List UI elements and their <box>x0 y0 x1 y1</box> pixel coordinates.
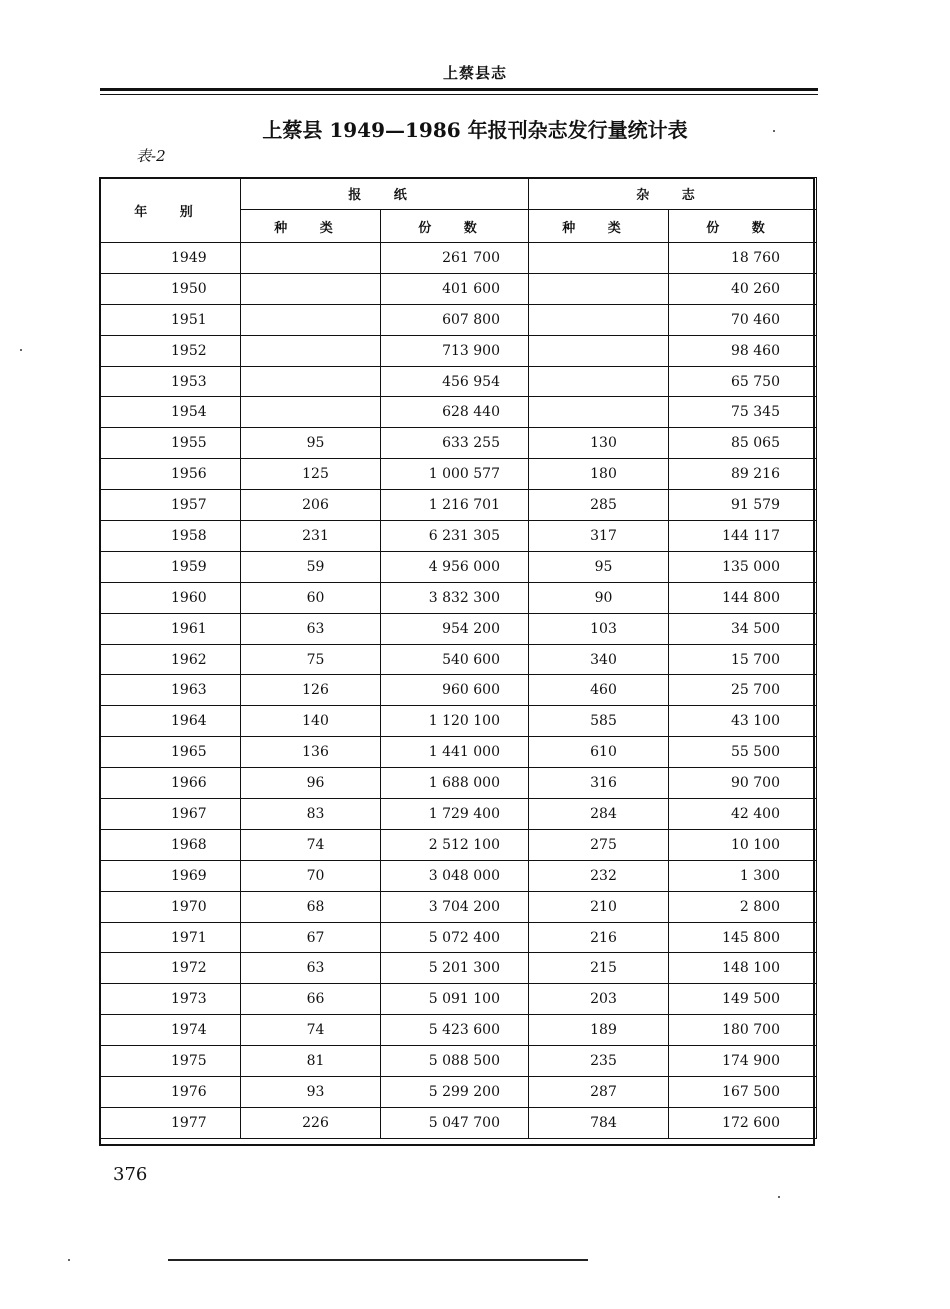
table-cell-year: 1959 <box>101 551 241 582</box>
table-cell-magazine-kinds: 216 <box>529 922 669 953</box>
table-cell-newspaper-copies: 5 423 600 <box>381 1015 529 1046</box>
table-row <box>101 613 817 644</box>
table-row <box>101 706 817 737</box>
table-cell-newspaper-copies: 5 201 300 <box>381 953 529 984</box>
table-cell-newspaper-kinds: 125 <box>241 459 381 490</box>
table-cell-magazine-copies: 98 460 <box>669 335 817 366</box>
table-row <box>101 984 817 1015</box>
table-cell-magazine-copies: 144 800 <box>669 582 817 613</box>
table-row <box>101 273 817 304</box>
table-cell-magazine-kinds: 460 <box>529 675 669 706</box>
table-cell-newspaper-kinds: 95 <box>241 428 381 459</box>
table-cell-year: 1968 <box>101 829 241 860</box>
table-cell-magazine-copies: 25 700 <box>669 675 817 706</box>
table-row <box>101 1077 817 1108</box>
table-cell-newspaper-copies: 1 688 000 <box>381 768 529 799</box>
table-cell-magazine-copies: 149 500 <box>669 984 817 1015</box>
header-rule-thin <box>100 94 818 95</box>
table-cell-newspaper-copies: 456 954 <box>381 366 529 397</box>
table-cell-newspaper-kinds: 231 <box>241 521 381 552</box>
table-cell-newspaper-copies: 628 440 <box>381 397 529 428</box>
table-cell-newspaper-copies: 4 956 000 <box>381 551 529 582</box>
table-cell-newspaper-copies: 261 700 <box>381 243 529 274</box>
table-cell-newspaper-kinds: 67 <box>241 922 381 953</box>
table-cell-newspaper-kinds: 206 <box>241 490 381 521</box>
table-cell-magazine-copies: 2 800 <box>669 891 817 922</box>
page-number: 376 <box>113 1164 148 1185</box>
table-row <box>101 397 817 428</box>
header-rule-thick <box>100 88 818 91</box>
table-cell-newspaper-kinds: 59 <box>241 551 381 582</box>
table-cell-newspaper-kinds: 66 <box>241 984 381 1015</box>
table-cell-newspaper-kinds: 63 <box>241 613 381 644</box>
table-cell-year: 1949 <box>101 243 241 274</box>
table-row <box>101 1046 817 1077</box>
table-cell-magazine-copies: 91 579 <box>669 490 817 521</box>
table-cell-magazine-kinds <box>529 304 669 335</box>
table-cell-magazine-kinds <box>529 243 669 274</box>
table-cell-magazine-copies: 10 100 <box>669 829 817 860</box>
table-cell-magazine-kinds: 285 <box>529 490 669 521</box>
header-magazine-kinds: 种 类 <box>529 210 669 243</box>
table-cell-newspaper-copies: 1 120 100 <box>381 706 529 737</box>
table-cell-year: 1966 <box>101 768 241 799</box>
table-cell-newspaper-kinds: 136 <box>241 737 381 768</box>
table-cell-magazine-copies: 40 260 <box>669 273 817 304</box>
table-label: 表-2 <box>136 147 166 165</box>
table-cell-year: 1964 <box>101 706 241 737</box>
table-cell-newspaper-copies: 5 047 700 <box>381 1107 529 1138</box>
table-cell-year: 1974 <box>101 1015 241 1046</box>
table-cell-newspaper-kinds <box>241 304 381 335</box>
table-cell-year: 1969 <box>101 860 241 891</box>
table-cell-magazine-copies: 148 100 <box>669 953 817 984</box>
header-year: 年 别 <box>101 178 241 243</box>
table-cell-magazine-kinds: 180 <box>529 459 669 490</box>
table-cell-magazine-kinds: 316 <box>529 768 669 799</box>
table-cell-newspaper-kinds: 96 <box>241 768 381 799</box>
table-body <box>101 243 817 1139</box>
table-cell-newspaper-copies: 1 000 577 <box>381 459 529 490</box>
table-cell-magazine-copies: 180 700 <box>669 1015 817 1046</box>
table-row <box>101 829 817 860</box>
table-cell-magazine-kinds: 784 <box>529 1107 669 1138</box>
table-cell-newspaper-kinds <box>241 366 381 397</box>
table-cell-newspaper-copies: 960 600 <box>381 675 529 706</box>
table-cell-magazine-copies: 65 750 <box>669 366 817 397</box>
table-cell-magazine-kinds: 189 <box>529 1015 669 1046</box>
table-cell-year: 1960 <box>101 582 241 613</box>
table-cell-newspaper-kinds: 63 <box>241 953 381 984</box>
table-row <box>101 737 817 768</box>
table-cell-newspaper-kinds <box>241 335 381 366</box>
table-cell-newspaper-copies: 5 299 200 <box>381 1077 529 1108</box>
table-row <box>101 521 817 552</box>
table-cell-magazine-kinds: 232 <box>529 860 669 891</box>
table-cell-newspaper-copies: 607 800 <box>381 304 529 335</box>
table-cell-magazine-copies: 42 400 <box>669 799 817 830</box>
table-cell-year: 1961 <box>101 613 241 644</box>
table-cell-year: 1950 <box>101 273 241 304</box>
table-cell-magazine-kinds: 585 <box>529 706 669 737</box>
table-cell-year: 1977 <box>101 1107 241 1138</box>
table-cell-newspaper-kinds <box>241 273 381 304</box>
table-row <box>101 953 817 984</box>
table-cell-newspaper-kinds: 126 <box>241 675 381 706</box>
table-cell-newspaper-kinds: 226 <box>241 1107 381 1138</box>
table-cell-newspaper-kinds: 93 <box>241 1077 381 1108</box>
table-cell-newspaper-kinds: 70 <box>241 860 381 891</box>
header-newspaper-kinds: 种 类 <box>241 210 381 243</box>
table-cell-magazine-copies: 144 117 <box>669 521 817 552</box>
table-cell-year: 1971 <box>101 922 241 953</box>
table-cell-year: 1973 <box>101 984 241 1015</box>
table-cell-newspaper-kinds: 60 <box>241 582 381 613</box>
table-cell-newspaper-copies: 6 231 305 <box>381 521 529 552</box>
table-cell-year: 1970 <box>101 891 241 922</box>
table-row <box>101 1107 817 1138</box>
table-cell-magazine-copies: 90 700 <box>669 768 817 799</box>
table-row <box>101 644 817 675</box>
table-cell-year: 1957 <box>101 490 241 521</box>
table-cell-year: 1972 <box>101 953 241 984</box>
table-cell-newspaper-copies: 5 091 100 <box>381 984 529 1015</box>
table-cell-magazine-copies: 174 900 <box>669 1046 817 1077</box>
table-cell-newspaper-copies: 713 900 <box>381 335 529 366</box>
table-row <box>101 860 817 891</box>
table-cell-magazine-copies: 167 500 <box>669 1077 817 1108</box>
table-cell-magazine-kinds: 90 <box>529 582 669 613</box>
table-cell-magazine-kinds: 130 <box>529 428 669 459</box>
table-cell-year: 1955 <box>101 428 241 459</box>
table-cell-magazine-kinds: 610 <box>529 737 669 768</box>
table-cell-magazine-kinds: 340 <box>529 644 669 675</box>
table-cell-magazine-kinds: 210 <box>529 891 669 922</box>
table-row <box>101 304 817 335</box>
table-cell-newspaper-kinds: 74 <box>241 829 381 860</box>
table-cell-newspaper-copies: 3 832 300 <box>381 582 529 613</box>
speck <box>773 130 775 132</box>
table-cell-magazine-copies: 172 600 <box>669 1107 817 1138</box>
table-cell-newspaper-copies: 1 729 400 <box>381 799 529 830</box>
table-cell-year: 1976 <box>101 1077 241 1108</box>
table-title: 上蔡县 1949—1986 年报刊杂志发行量统计表 <box>262 118 688 142</box>
table-cell-magazine-kinds <box>529 273 669 304</box>
footer-rule <box>168 1259 588 1261</box>
table-cell-newspaper-copies: 954 200 <box>381 613 529 644</box>
table-row <box>101 243 817 274</box>
header-magazine: 杂 志 <box>529 178 817 210</box>
table-row <box>101 891 817 922</box>
table-cell-year: 1958 <box>101 521 241 552</box>
table-cell-newspaper-copies: 633 255 <box>381 428 529 459</box>
header-newspaper-copies: 份 数 <box>381 210 529 243</box>
table-cell-magazine-copies: 1 300 <box>669 860 817 891</box>
table-cell-year: 1975 <box>101 1046 241 1077</box>
speck <box>20 349 22 351</box>
table-cell-year: 1952 <box>101 335 241 366</box>
table-cell-magazine-copies: 145 800 <box>669 922 817 953</box>
table-row <box>101 551 817 582</box>
table-row <box>101 1015 817 1046</box>
table-cell-magazine-copies: 15 700 <box>669 644 817 675</box>
statistics-table <box>100 177 817 1139</box>
table-cell-magazine-kinds <box>529 397 669 428</box>
table-cell-newspaper-copies: 1 441 000 <box>381 737 529 768</box>
speck <box>68 1259 70 1261</box>
table-cell-magazine-kinds <box>529 366 669 397</box>
table-cell-magazine-copies: 55 500 <box>669 737 817 768</box>
table-row <box>101 428 817 459</box>
table-cell-magazine-kinds: 317 <box>529 521 669 552</box>
table-cell-newspaper-kinds: 68 <box>241 891 381 922</box>
table-cell-magazine-copies: 43 100 <box>669 706 817 737</box>
table-cell-newspaper-copies: 2 512 100 <box>381 829 529 860</box>
table-cell-newspaper-kinds <box>241 243 381 274</box>
table-cell-magazine-kinds: 95 <box>529 551 669 582</box>
table-cell-year: 1963 <box>101 675 241 706</box>
table-cell-magazine-copies: 135 000 <box>669 551 817 582</box>
table-cell-newspaper-copies: 540 600 <box>381 644 529 675</box>
table-cell-magazine-copies: 34 500 <box>669 613 817 644</box>
table-cell-magazine-kinds: 284 <box>529 799 669 830</box>
table-row <box>101 799 817 830</box>
table-row <box>101 366 817 397</box>
table-cell-year: 1962 <box>101 644 241 675</box>
table-cell-year: 1953 <box>101 366 241 397</box>
table-cell-magazine-kinds: 103 <box>529 613 669 644</box>
header-newspaper: 报 纸 <box>241 178 529 210</box>
table-cell-magazine-kinds: 235 <box>529 1046 669 1077</box>
table-row <box>101 768 817 799</box>
table-cell-newspaper-copies: 3 704 200 <box>381 891 529 922</box>
table-cell-newspaper-copies: 5 072 400 <box>381 922 529 953</box>
table-row <box>101 459 817 490</box>
table-cell-year: 1951 <box>101 304 241 335</box>
header-magazine-copies: 份 数 <box>669 210 817 243</box>
table-cell-newspaper-kinds: 83 <box>241 799 381 830</box>
table-cell-magazine-copies: 85 065 <box>669 428 817 459</box>
table-cell-newspaper-kinds: 81 <box>241 1046 381 1077</box>
table-cell-magazine-copies: 75 345 <box>669 397 817 428</box>
table-cell-newspaper-kinds: 75 <box>241 644 381 675</box>
table-cell-magazine-kinds: 275 <box>529 829 669 860</box>
table-cell-year: 1954 <box>101 397 241 428</box>
table-cell-year: 1965 <box>101 737 241 768</box>
table-cell-newspaper-copies: 1 216 701 <box>381 490 529 521</box>
table-row <box>101 335 817 366</box>
table-cell-magazine-copies: 89 216 <box>669 459 817 490</box>
table-cell-year: 1956 <box>101 459 241 490</box>
speck <box>778 1196 780 1198</box>
table-cell-newspaper-copies: 401 600 <box>381 273 529 304</box>
table-row <box>101 490 817 521</box>
table-cell-magazine-copies: 70 460 <box>669 304 817 335</box>
table-cell-year: 1967 <box>101 799 241 830</box>
table-row <box>101 582 817 613</box>
table-cell-newspaper-copies: 5 088 500 <box>381 1046 529 1077</box>
table-row <box>101 922 817 953</box>
running-header: 上蔡县志 <box>442 64 507 82</box>
table-cell-magazine-kinds: 215 <box>529 953 669 984</box>
table-cell-newspaper-kinds: 140 <box>241 706 381 737</box>
table-row <box>101 675 817 706</box>
table-cell-magazine-kinds: 287 <box>529 1077 669 1108</box>
table-cell-newspaper-kinds: 74 <box>241 1015 381 1046</box>
table-cell-magazine-kinds: 203 <box>529 984 669 1015</box>
table-cell-newspaper-copies: 3 048 000 <box>381 860 529 891</box>
table-cell-magazine-copies: 18 760 <box>669 243 817 274</box>
table-cell-newspaper-kinds <box>241 397 381 428</box>
table-cell-magazine-kinds <box>529 335 669 366</box>
